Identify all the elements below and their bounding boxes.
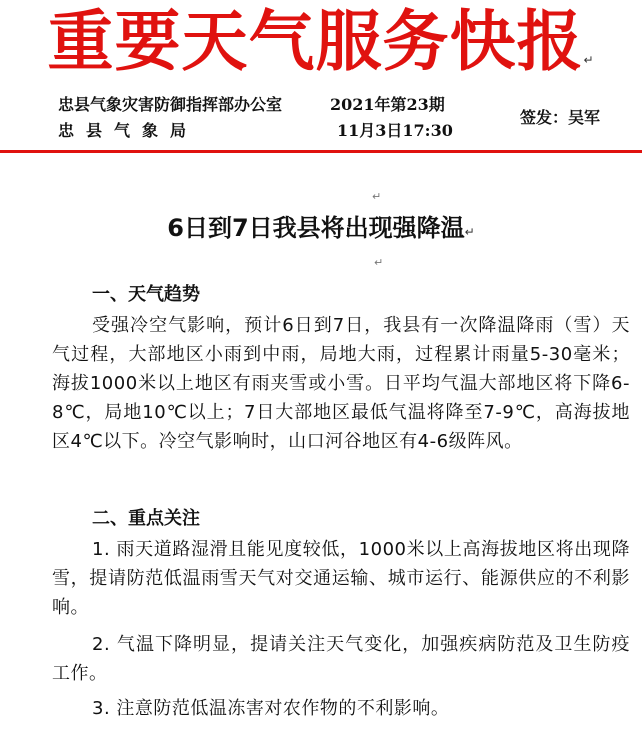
paragraph: 受强冷空气影响，预计6日到7日，我县有一次降温降雨（雪）天气过程，大部地区小雨到中雨，局地大雨，过程累计雨量5-30毫米；海拔1000米以上地区有雨夹雪或小雪。日平均气温大部地区将下降6-8℃，局地10℃以上；7日大部地区最低气温将降至7-9℃，高海拔地区4℃以下。冷空气影响时，山口河谷地区有4-6级阵风。 (52, 315, 630, 452)
paragraph-mark: ↵ (374, 256, 384, 269)
section-heading: 一、天气趋势 (92, 284, 200, 305)
section-heading: 二、重点关注 (92, 508, 200, 529)
paragraph-mark: ↵ (583, 53, 595, 67)
paragraph: 2. 气温下降明显，提请关注天气变化，加强疾病防范及卫生防疫工作。 (52, 634, 630, 684)
masthead-title: 重要天气服务快报↵ (47, 2, 595, 80)
issuing-bureau: 忠县气象局 (58, 121, 199, 140)
signer: 签发：吴军 (520, 108, 601, 127)
issuing-office: 忠县气象灾害防御指挥部办公室 (58, 95, 283, 114)
paragraph-mark: ↵ (372, 190, 382, 203)
issue-time: 11月3日17:30 (337, 121, 453, 140)
article-title: 6日到7日我县将出现强降温↵ (167, 214, 475, 242)
paragraph: 3. 注意防范低温冻害对农作物的不利影响。 (92, 698, 450, 719)
red-divider (0, 150, 642, 153)
paragraph-mark: ↵ (464, 225, 475, 239)
issue-number: 2021年第23期 (330, 95, 445, 114)
paragraph: 1. 雨天道路湿滑且能见度较低，1000米以上高海拔地区将出现降雪，提请防范低温雨雪天气对交通运输、城市运行、能源供应的不利影响。 (52, 539, 630, 618)
